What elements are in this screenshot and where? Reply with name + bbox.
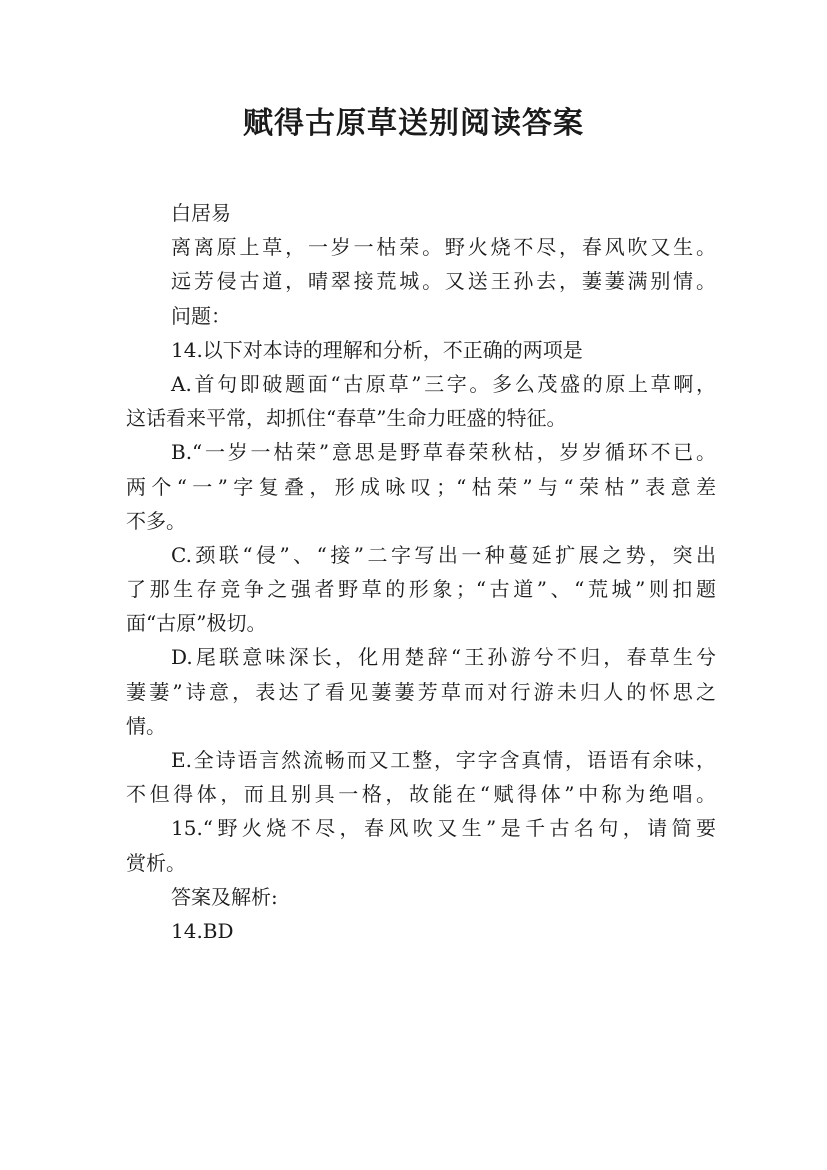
question-14: 14.以下对本诗的理解和分析，不正确的两项是 [171, 337, 583, 362]
question-15-line-2: 赏析。 [126, 850, 186, 875]
author-line: 白居易 [171, 201, 231, 225]
option-c-line-1: C.颈联“侵”、“接”二字写出一种蔓延扩展之势，突出 [171, 542, 716, 567]
option-a-line-2: 这话看来平常，却抓住“春草”生命力旺盛的特征。 [126, 406, 567, 431]
option-e-line-2: 不但得体，而且别具一格，故能在“赋得体”中称为绝唱。 [126, 782, 716, 807]
poem-line-2: 远芳侵古道，晴翠接荒城。又送王孙去，萋萋满别情。 [171, 269, 716, 294]
option-c-line-3: 面“古原”极切。 [126, 611, 267, 636]
option-b-line-1: B.“一岁一枯荣”意思是野草春荣秋枯，岁岁循环不已。 [171, 440, 716, 465]
option-b-line-2: 两个“一”字复叠，形成咏叹；“枯荣”与“荣枯”表意差 [126, 474, 716, 499]
poem-line-1: 离离原上草，一岁一枯荣。野火烧不尽，春风吹又生。 [171, 235, 716, 260]
question-15-line-1: 15.“野火烧不尽，春风吹又生”是千古名句，请简要 [171, 816, 716, 841]
option-d-line-2: 萋萋”诗意，表达了看见萋萋芳草而对行游未归人的怀思之 [126, 679, 716, 704]
option-b-line-3: 不多。 [126, 508, 186, 533]
document-body [126, 196, 716, 948]
option-c-line-2: 了那生存竞争之强者野草的形象；“古道”、“荒城”则扣题 [126, 577, 716, 602]
document-title: 赋得古原草送别阅读答案 [243, 106, 584, 141]
answers-heading: 答案及解析: [171, 884, 278, 909]
option-d-line-3: 情。 [126, 713, 166, 738]
option-a-line-1: A.首句即破题面“古原草”三字。多么茂盛的原上草啊， [171, 371, 716, 396]
questions-heading: 问题： [171, 303, 231, 328]
answer-14: 14.BD [171, 918, 234, 943]
option-e-line-1: E.全诗语言然流畅而又工整，字字含真情，语语有余味， [171, 748, 716, 772]
option-d-line-1: D.尾联意味深长，化用楚辞“王孙游兮不归，春草生兮 [171, 645, 716, 670]
